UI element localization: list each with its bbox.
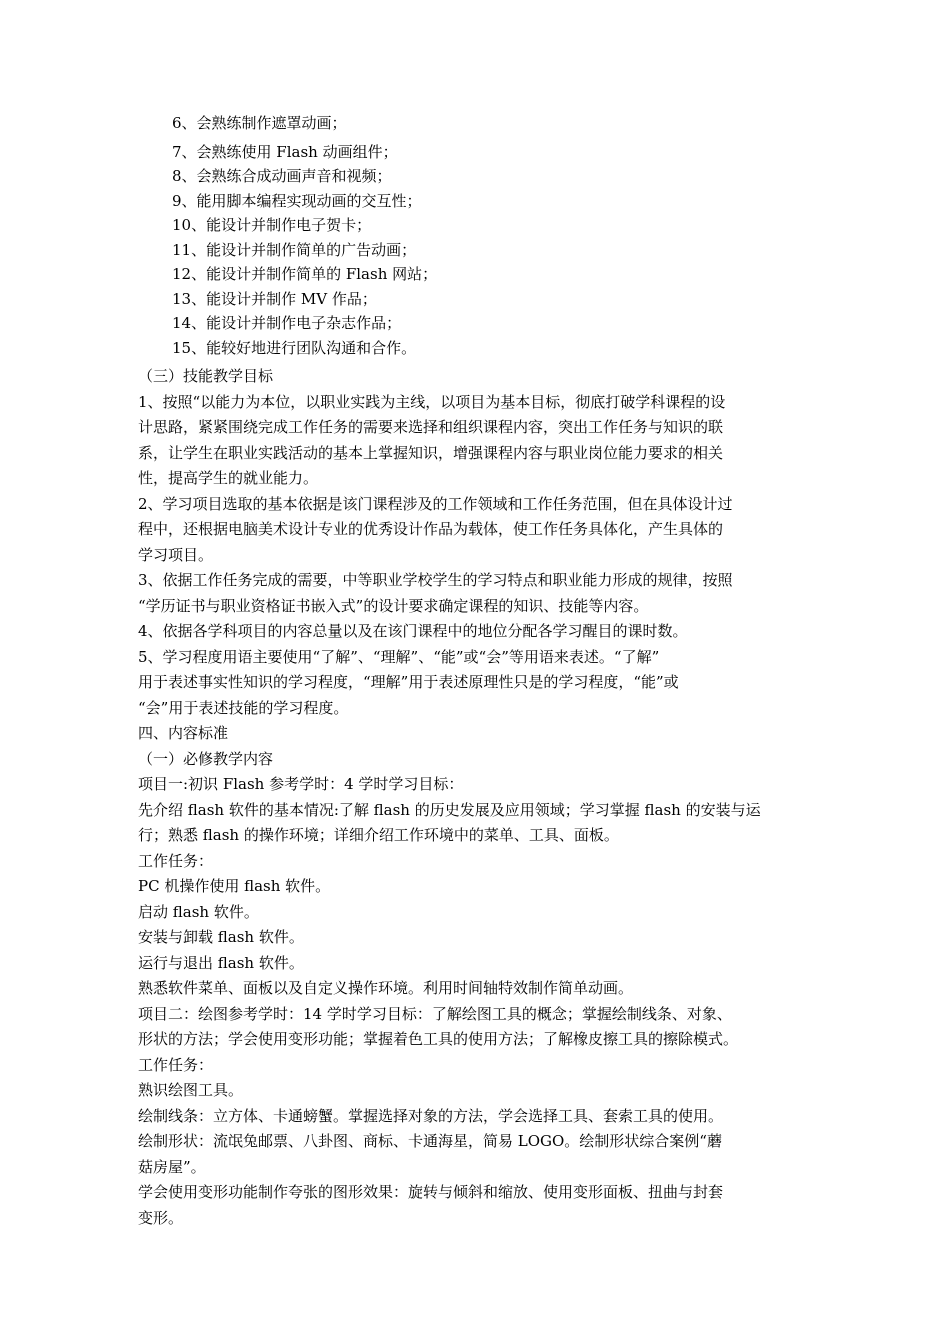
section-heading: 四、内容标准 (138, 724, 229, 742)
paragraph-line: 工作任务： (138, 851, 214, 870)
paragraph-line: 绘制线条：立方体、卡通螃蟹。掌握选择对象的方法，学会选择工具、套索工具的使用。 (138, 1106, 724, 1125)
paragraph-line: 形状的方法；学会使用变形功能；掌握着色工具的使用方法；了解橡皮擦工具的擦除模式。 (138, 1030, 739, 1048)
list-item: 7、会熟练使用 Flash 动画组件； (172, 142, 398, 161)
list-item: 11、能设计并制作简单的广告动画； (172, 240, 417, 259)
paragraph-line: 安装与卸载 flash 软件。 (138, 928, 304, 946)
paragraph-line: 绘制形状：流氓兔邮票、八卦图、商标、卡通海星，简易 LOGO。绘制形状综合案例“蘑 (138, 1132, 722, 1150)
section-heading: （三）技能教学目标 (138, 367, 274, 385)
list-item: 6、会熟练制作遮罩动画； (172, 114, 347, 132)
paragraph-line: 2、学习项目选取的基本依据是该门课程涉及的工作领域和工作任务范围，但在具体设计过 (138, 494, 733, 513)
paragraph-line: 行；熟悉 flash 的操作环境；详细介绍工作环境中的菜单、工具、面板。 (138, 826, 619, 844)
objectives-list (172, 111, 437, 360)
list-item: 15、能较好地进行团队沟通和合作。 (172, 338, 417, 357)
paragraph-line: 计思路，紧紧围绕完成工作任务的需要来选择和组织课程内容，突出工作任务与知识的联 (138, 418, 724, 436)
paragraph-line: 1、按照“以能力为本位，以职业实践为主线，以项目为基本目标，彻底打破学科课程的设 (138, 392, 726, 411)
paragraph-line: 先介绍 flash 软件的基本情况:了解 flash 的历史发展及应用领域；学习掌握 flash 的安装与运 (138, 800, 761, 819)
list-item: 9、能用脚本编程实现动画的交互性； (172, 191, 422, 210)
paragraph-line: 熟识绘图工具。 (138, 1081, 244, 1099)
paragraph-line: 学会使用变形功能制作夸张的图形效果：旋转与倾斜和缩放、使用变形面板、扭曲与封套 (138, 1183, 724, 1201)
list-item: 10、能设计并制作电子贺卡； (172, 216, 372, 234)
paragraph-line: 系，让学生在职业实践活动的基本上掌握知识，增强课程内容与职业岗位能力要求的相关 (138, 443, 724, 462)
section-heading: （一）必修教学内容 (138, 749, 274, 768)
paragraph-line: 3、依据工作任务完成的需要，中等职业学校学生的学习特点和职业能力形成的规律，按照 (138, 571, 733, 589)
list-item: 14、能设计并制作电子杂志作品； (172, 314, 402, 332)
paragraph-line: 性，提高学生的就业能力。 (138, 469, 319, 487)
paragraph-line: “会”用于表述技能的学习程度。 (138, 698, 349, 717)
list-item: 8、会熟练合成动画声音和视频； (172, 167, 392, 185)
paragraph-line: 工作任务： (138, 1055, 214, 1074)
paragraph-line: PC 机操作使用 flash 软件。 (138, 877, 331, 895)
paragraph-line: 变形。 (138, 1208, 184, 1227)
paragraph-line: 运行与退出 flash 软件。 (138, 953, 304, 972)
paragraph-line: 程中，还根据电脑美术设计专业的优秀设计作品为载体，使工作任务具体化，产生具体的 (138, 520, 724, 538)
paragraph-line: 用于表述事实性知识的学习程度，“理解”用于表述原理性只是的学习程度，“能”或 (138, 673, 679, 691)
paragraph-line: “学历证书与职业资格证书嵌入式”的设计要求确定课程的知识、技能等内容。 (138, 596, 649, 615)
list-item: 13、能设计并制作 MV 作品； (172, 289, 377, 308)
paragraph-line: 启动 flash 软件。 (138, 902, 259, 921)
list-item: 12、能设计并制作简单的 Flash 网站； (172, 265, 438, 283)
paragraph-line: 菇房屋”。 (138, 1157, 206, 1176)
paragraph-line: 5、学习程度用语主要使用“了解”、“理解”、“能”或“会”等用语来表述。“了解” (138, 647, 660, 666)
body-text (138, 364, 818, 1231)
paragraph-line: 4、依据各学科项目的内容总量以及在该门课程中的地位分配各学习醒目的课时数。 (138, 622, 688, 640)
paragraph-line: 学习项目。 (138, 545, 214, 564)
paragraph-line: 项目二：绘图参考学时：14 学时学习目标：了解绘图工具的概念；掌握绘制线条、对象、 (138, 1004, 732, 1023)
paragraph-line: 熟悉软件菜单、面板以及自定义操作环境。利用时间轴特效制作简单动画。 (138, 979, 634, 997)
paragraph-line: 项目一:初识 Flash 参考学时：4 学时学习目标： (138, 775, 464, 793)
